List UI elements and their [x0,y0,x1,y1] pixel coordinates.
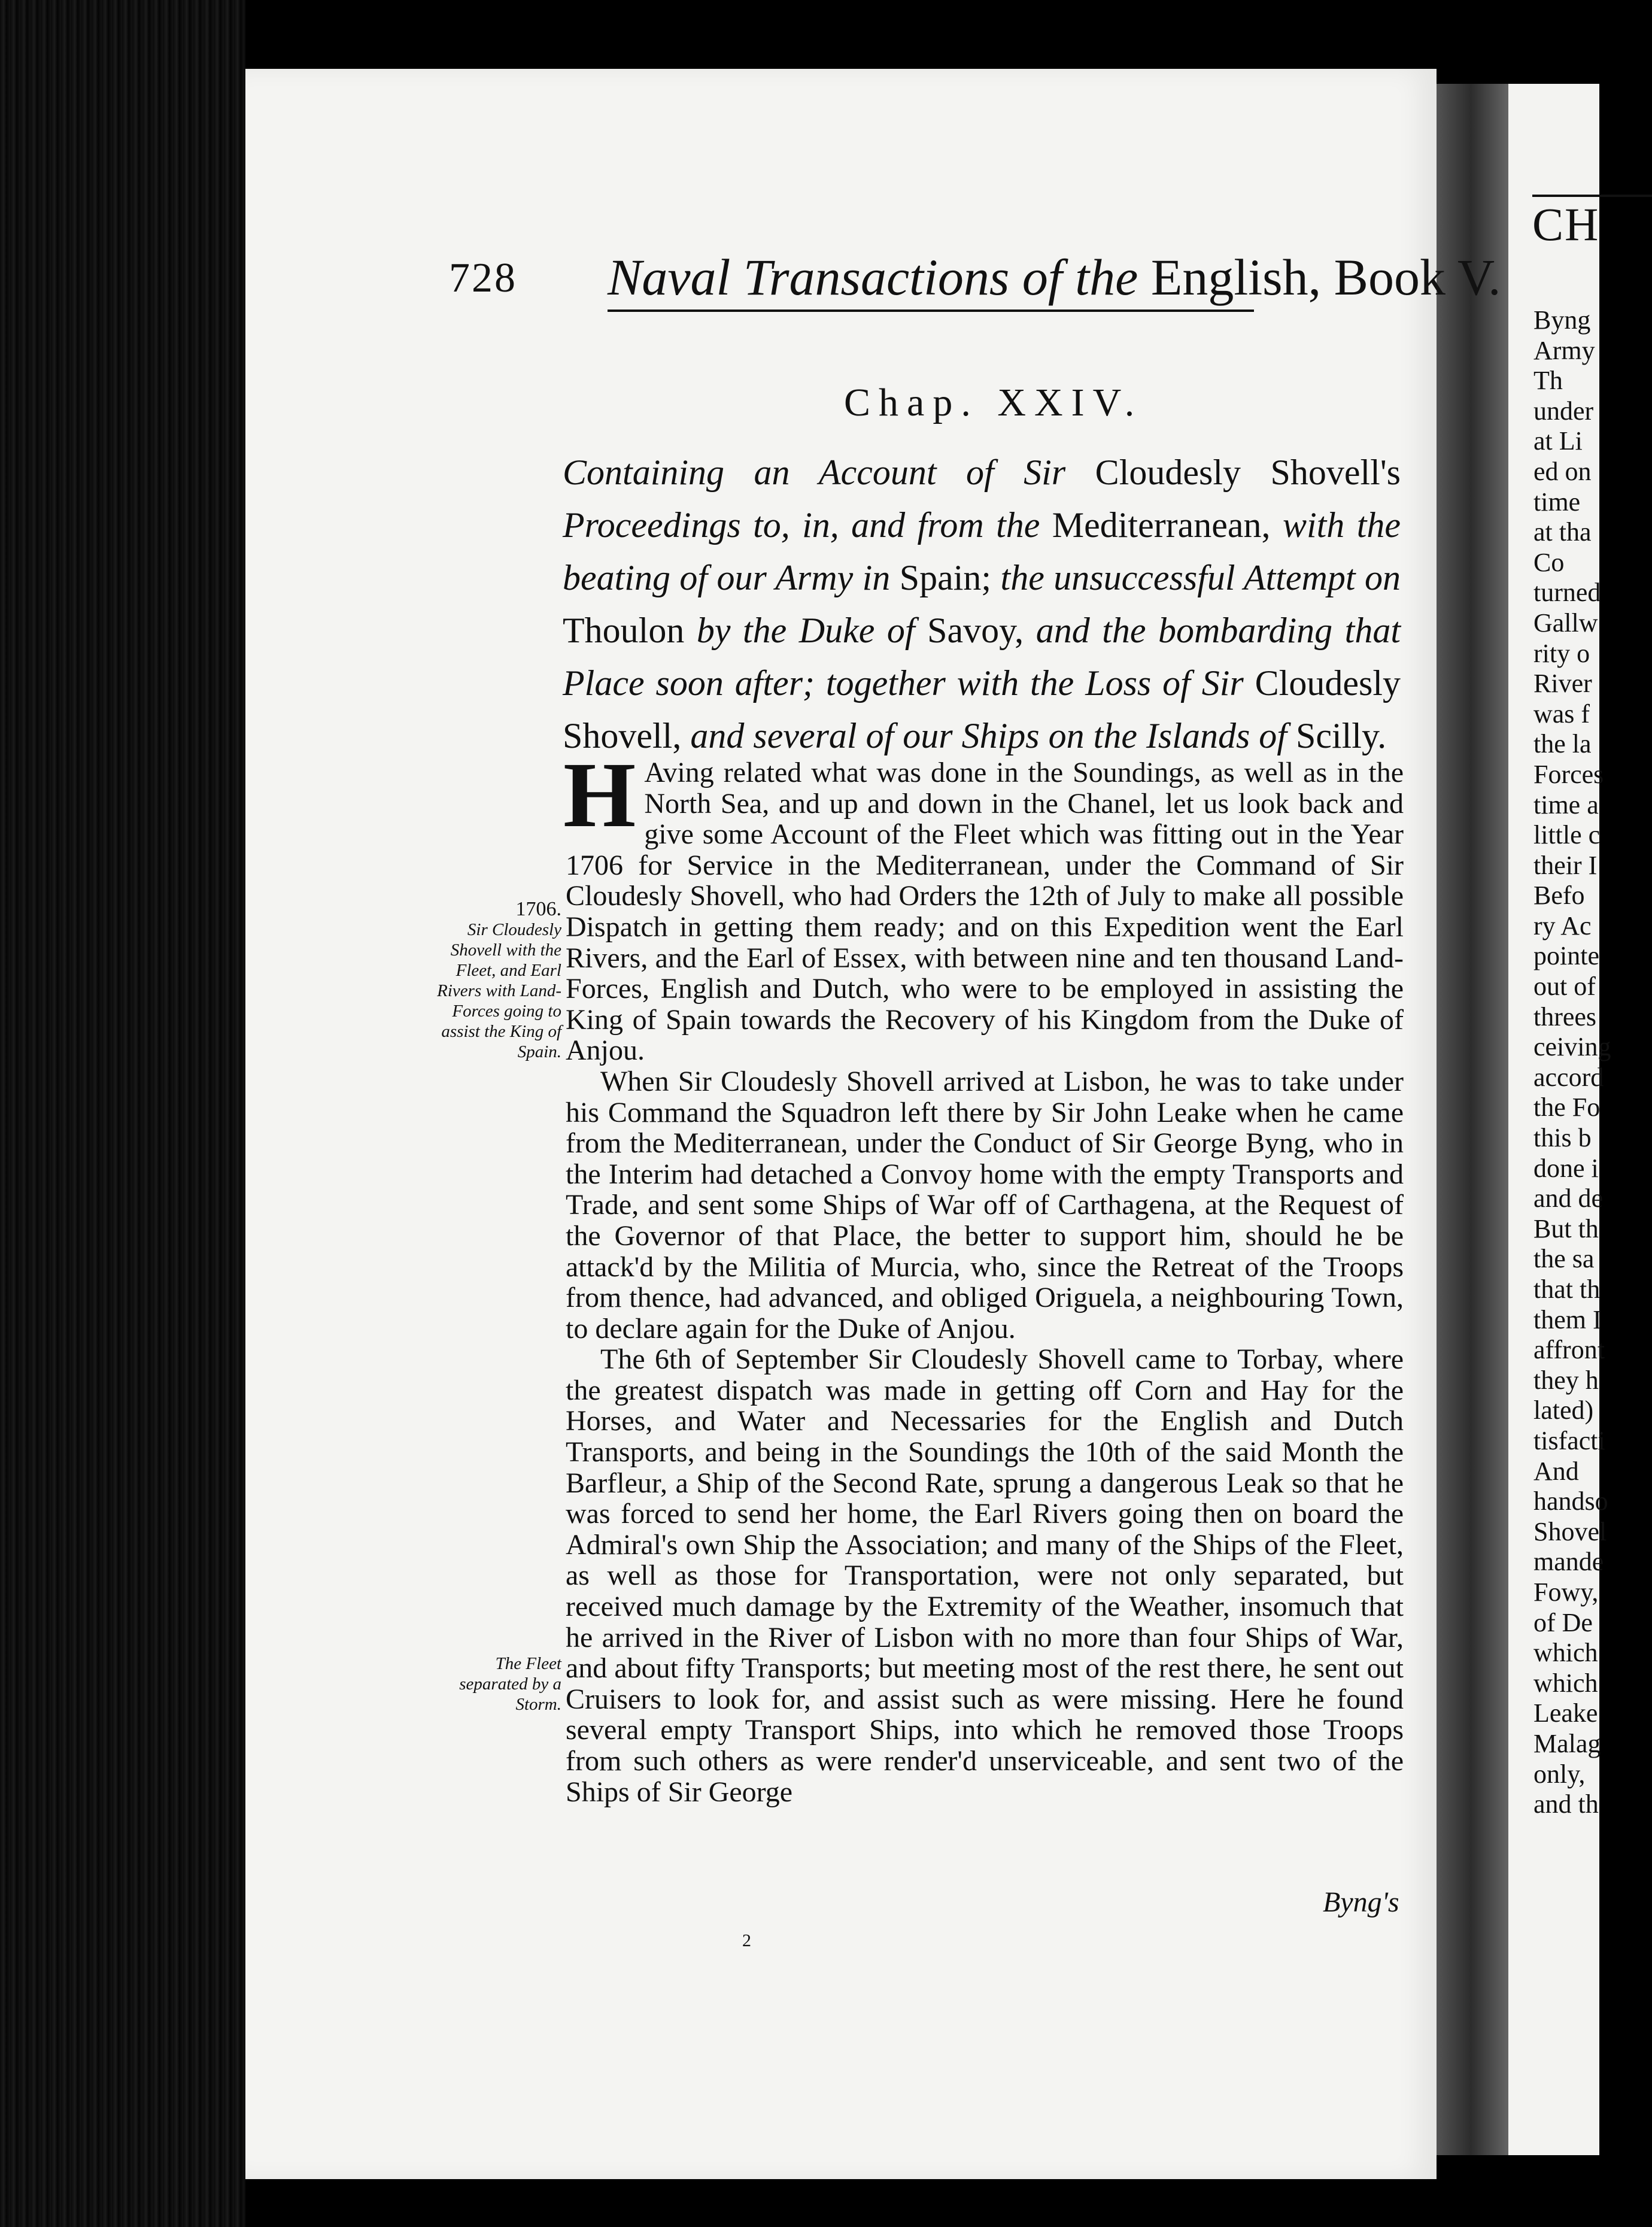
marginal-note-text: Sir Cloudesly Shovell with the Fleet, and Earl Rivers with Land-Forces going to assist the King of Spain. [437,920,561,1061]
book-binding-edge [0,0,245,2227]
header-rule [608,310,1254,312]
argument-segment: Thoulon [563,611,685,650]
argument-segment: with the beating of our Army in [563,505,1401,597]
paragraph-3: The 6th of September Sir Cloudesly Shovell came to Torbay, where the greatest dispatch was made in getting off Corn and Hay for the Horses, and Water and Necessaries for the English and Dutch Transports, and being in the Soundings the 10th of the said Month the Barfleur, a Ship of the Second Rate, sprung a dangerous Leak so that he was forced to send her home, the Earl Rivers going then on board the Admiral's own Ship the Association; and many of the Ships of the Fleet, as well as those for Transportation, were not only separated, but received much damage by the Extremity of the Weather, insomuch that he arrived in the River of Lisbon with no more than four Ships of War, and about fifty Transports; but meeting most of the rest there, he sent out Cruisers to look for, and assist such as were missing. Here he found several empty Transport Ships, into which he removed those Troops from such others as were render'd unserviceable, and sent two of the Ships of Sir George [566,1343,1404,1808]
paragraph-2: When Sir Cloudesly Shovell arrived at Lisbon, he was to take under his Command the Squadron left there by Sir John Leake when he came from the Mediterranean, under the Conduct of Sir George Byng, who in the Interim had detached a Convoy home with the empty Transports and Trade, and sent some Ships of War off of Carthagena, at the Request of the Governor of that Place, the better to support him, should he be attack'd by the Militia of Murcia, who, since the Retreat of the Troops from thence, had advanced, and obliged Origuela, a neighbouring Town, to declare again for the Duke of Anjou. [566,1065,1404,1345]
book-number: Book V. [1334,248,1501,306]
argument-segment: Cloudesly Shovell's [1095,453,1401,492]
book-gutter [1431,84,1520,2155]
argument-segment: Mediterranean, [1052,505,1271,545]
paragraph-1 [563,743,1404,1067]
argument-segment: Scilly. [1295,716,1387,756]
facing-page-text: Byng Army Th under at Li ed on time at tha Co turned Gallw rity o River was f the la Forces time a little c their I Befo ry Ac pointe out of threes ceiving accord the Fo this b done i and de But th the sa that th them I affront they h lated) tisfacti And handso Shovel mande Fowy, of De which which Leake Malag only, and th [1533,305,1611,1819]
running-title [608,247,1501,307]
running-title-italic: Naval Transactions of the [608,248,1138,306]
signature-mark: 2 [742,1931,751,1950]
argument-segment: Proceedings to, in, and from the [563,505,1052,545]
marginal-note-1 [436,899,561,1062]
facing-page-heading: CH [1532,198,1600,250]
argument-segment: the unsuccessful Attempt on [991,558,1401,597]
drop-cap: H [563,743,636,846]
argument-segment: Cloudesly Shovell, [563,663,1401,756]
argument-segment: and several of our Ships on the Islands of [681,716,1296,756]
argument-segment: Spain; [899,558,992,597]
catchword: Byng's [1323,1886,1399,1918]
marginal-note-year: 1706. [515,898,561,920]
facing-page [1508,84,1611,2155]
paragraph-text: Aving related what was done in the Soundings, as well as in the North Sea, and up and down in the Chanel, let us look back and give some Account of the Fleet which was fitting out in the Year 1706 for Service in the Mediterranean, under the Command of Sir Cloudesly Shovell, who had Orders the 12th of July to make all possible Dispatch in getting them ready; and on this Expedition went the Earl Rivers, and the Earl of Essex, with between nine and ten thousand Land-Forces, English and Dutch, who were to be employed in assisting the King of Spain towards the Recovery of his Kingdom from the Duke of Anjou. [566,757,1404,1067]
chapter-heading: Chap. XXIV. [844,381,1143,424]
argument-segment: by the Duke of [684,611,928,650]
running-title-roman: English, [1150,248,1322,306]
argument-segment: Savoy, [927,611,1024,650]
facing-header-rule [1532,195,1652,197]
marginal-note-2 [436,1653,561,1715]
body-text [563,743,1404,1808]
page-number: 728 [449,255,517,301]
argument-segment: and the bombarding that Place soon after; together with the Loss of Sir [563,611,1401,703]
chapter-argument [563,446,1401,762]
argument-segment: Containing an Account of Sir [563,453,1095,492]
marginal-note-text: The Fleet separated by a Storm. [459,1654,561,1714]
running-header [449,242,1501,308]
